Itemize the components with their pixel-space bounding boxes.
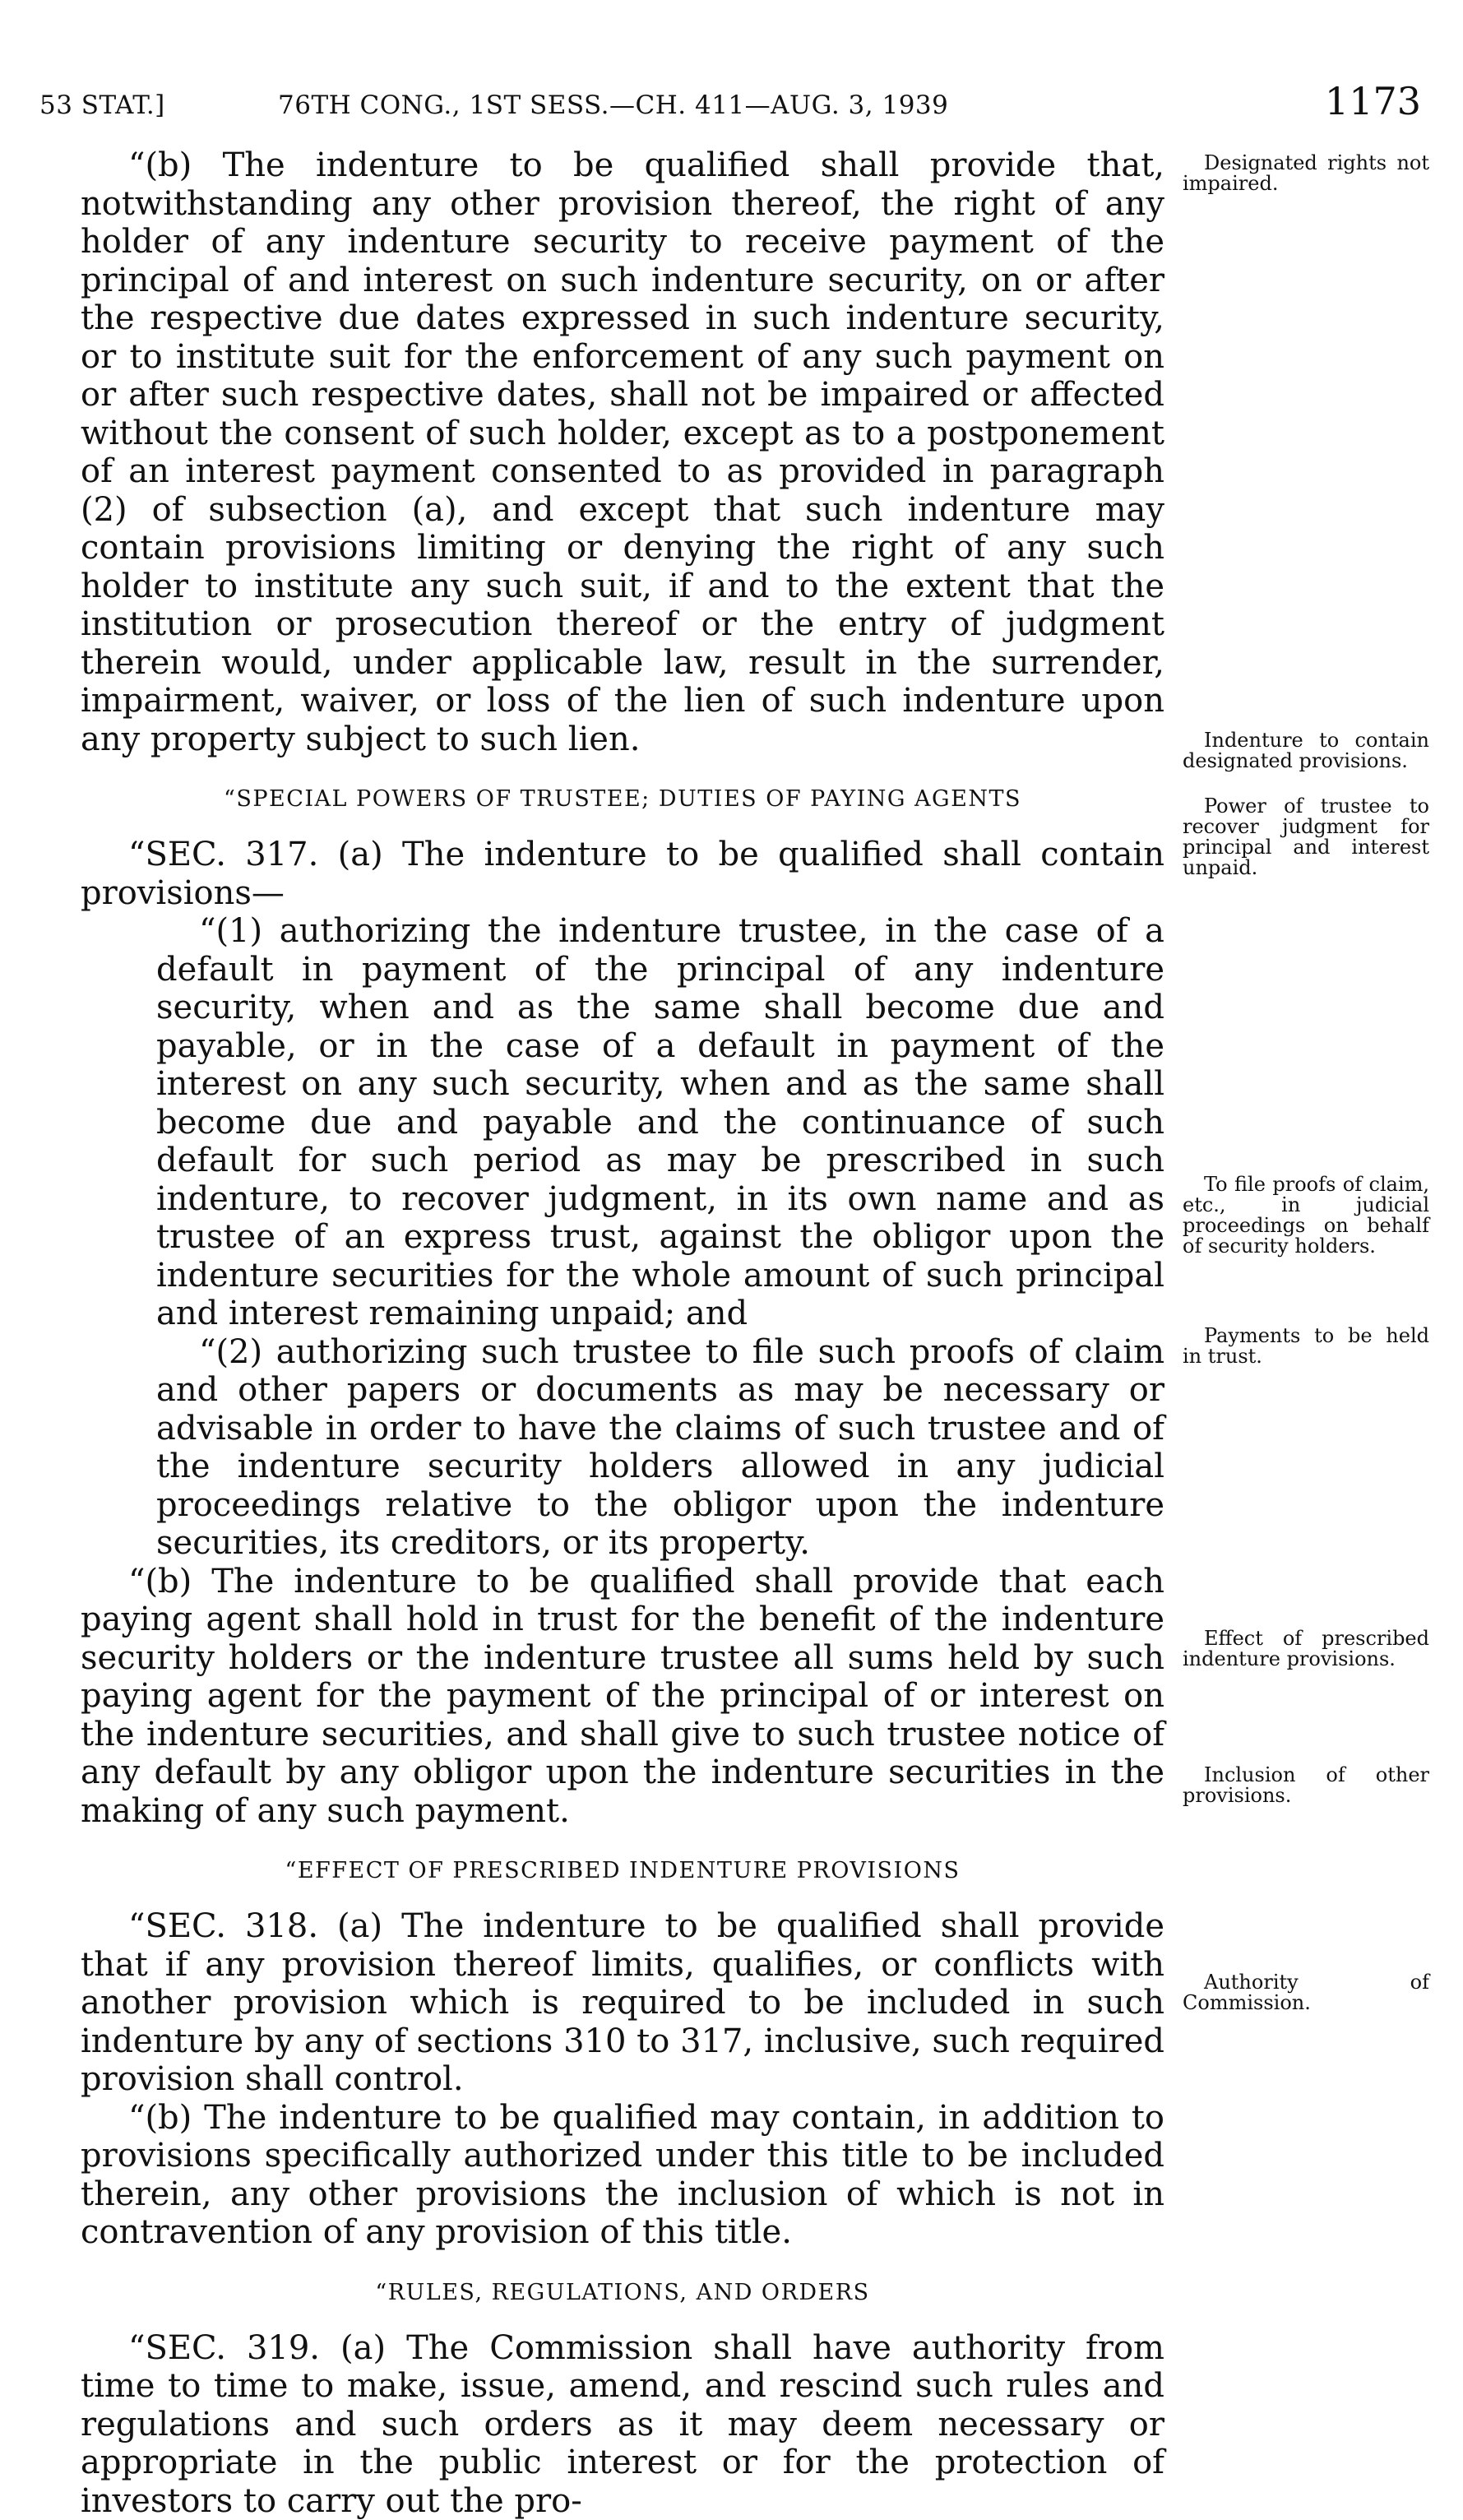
margin-note-designated-rights: Designated rights not impaired. bbox=[1183, 153, 1429, 194]
margin-note-effect-of-provisions: Effect of prescribed indenture provisions. bbox=[1183, 1628, 1429, 1670]
statute-volume: 53 STAT.] bbox=[39, 90, 165, 120]
margin-note-payments-in-trust: Payments to be held in trust. bbox=[1183, 1326, 1429, 1367]
section-heading-317: “SPECIAL POWERS OF TRUSTEE; DUTIES OF PAYING AGENTS bbox=[81, 785, 1164, 814]
section-heading-319: “RULES, REGULATIONS, AND ORDERS bbox=[81, 2278, 1164, 2308]
margin-note-authority-of-commission: Authority of Commission. bbox=[1183, 1972, 1429, 2013]
paragraph-318a: “SEC. 318. (a) The indenture to be qualified shall provide that if any provision thereof limits, qualifies, or conflicts with another provision which is required to be included in such indenture by any of sections 310 to 317, inclusive, such required provision shall control. bbox=[81, 1907, 1164, 2099]
paragraph-319a: “SEC. 319. (a) The Commission shall have authority from time to time to make, issue, amend, and rescind such rules and regulations and such orders as it may deem necessary or appropriate in the public interest or for the protection of investors to carry out the pro- bbox=[81, 2329, 1164, 2520]
page-number: 1173 bbox=[1325, 79, 1421, 123]
paragraph-318b: “(b) The indenture to be qualified may contain, in addition to provisions specifically authorized under this title to be included therein, any other provisions the inclusion of which is not in contravention of any provision of this title. bbox=[81, 2099, 1164, 2252]
margin-note-other-provisions: Inclusion of other provisions. bbox=[1183, 1765, 1429, 1806]
margin-note-indenture-provisions: Indenture to contain designated provisions. bbox=[1183, 730, 1429, 771]
section-heading-318: “EFFECT OF PRESCRIBED INDENTURE PROVISIONS bbox=[81, 1856, 1164, 1886]
paragraph-317a1: “(1) authorizing the indenture trustee, in the case of a default in payment of the principal of any indenture security, when and as the same shall become due and payable, or in the case of a default in payment of the interest on any such security, when and as the same shall become due and payable and the continuance of such default for such period as may be prescribed in such indenture, to recover judgment, in its own name and as trustee of an express trust, against the obligor upon the indenture securities for the whole amount of such principal and interest remaining unpaid; and bbox=[156, 912, 1164, 1333]
paragraph-317b: “(b) The indenture to be qualified shall provide that each paying agent shall hold in trust for the benefit of the indenture security holders or the indenture trustee all sums held by such paying agent for the payment of the principal of or interest on the indenture securities, and shall give to such trustee notice of any default by any obligor upon the indenture securities in the making of any such payment. bbox=[81, 1563, 1164, 1831]
paragraph-316b: “(b) The indenture to be qualified shall provide that, notwithstanding any other provision thereof, the right of any holder of any indenture security to receive payment of the principal of and interest on such indenture security, on or after the respective due dates expressed in such indenture security, or to institute suit for the enforcement of any such payment on or after such respective dates, shall not be impaired or affected without the consent of such holder, except as to a postponement of an interest payment consented to as provided in paragraph (2) of subsection (a), and except that such indenture may contain provisions limiting or denying the right of any such holder to institute any such suit, if and to the extent that the institution or prosecution thereof or the entry of judgment therein would, under applicable law, result in the surrender, impairment, waiver, or loss of the lien of such indenture upon any property subject to such lien. bbox=[81, 146, 1164, 758]
margin-note-proofs-of-claim: To file proofs of claim, etc., in judicial proceedings on behalf of security holders. bbox=[1183, 1174, 1429, 1257]
margin-note-power-of-trustee: Power of trustee to recover judgment for principal and interest unpaid. bbox=[1183, 796, 1429, 878]
statute-body bbox=[81, 146, 1164, 2520]
page-header bbox=[39, 79, 1421, 132]
congress-session-line: 76TH CONG., 1ST SESS.—CH. 411—AUG. 3, 1939 bbox=[278, 90, 948, 120]
paragraph-317a2: “(2) authorizing such trustee to file such proofs of claim and other papers or documents as may be necessary or advisable in order to have the claims of such trustee and of the indenture security holders allowed in any judicial proceedings relative to the obligor upon the indenture securities, its creditors, or its property. bbox=[156, 1333, 1164, 1563]
paragraph-317a: “SEC. 317. (a) The indenture to be qualified shall contain provisions— bbox=[81, 836, 1164, 912]
